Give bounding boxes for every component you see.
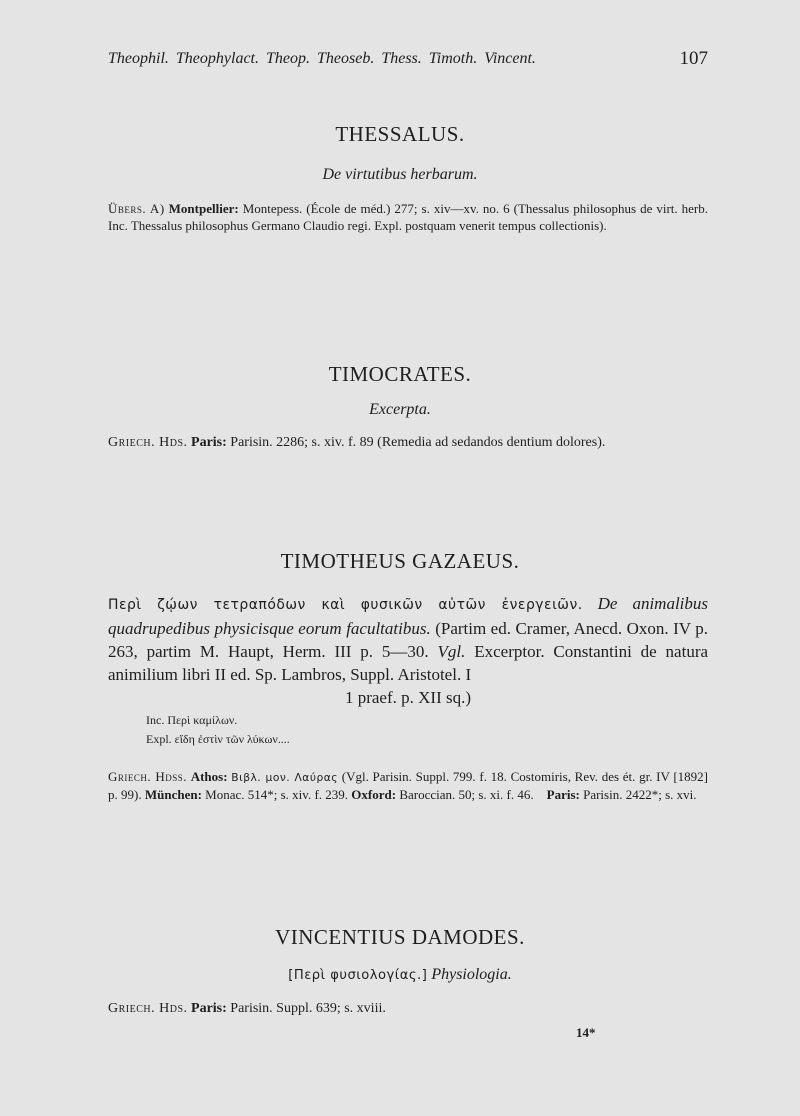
entry-text-oxford: Baroccian. 50; s. xi. f. 46. (399, 787, 534, 802)
section-title-thessalus: THESSALUS. (335, 122, 465, 146)
entry-text-munchen: Monac. 514*; s. xiv. f. 239. (205, 787, 349, 802)
entry-place: Paris: (191, 1001, 227, 1016)
latin-title: De animalibus quadrupedibus physicisque eorum facultatibus. (108, 594, 709, 638)
entry-text: Montepess. (École de méd.) 277; s. xiv—xv. no. 6 (Thessalus philosophus de virt. herb. Inc. Thessalus philosophus Germano Claudio regi. Expl. postquam venerit tempus collectionis). (108, 201, 708, 233)
manuscript-entry-timocrates (108, 434, 708, 451)
section-title-timotheus: TIMOTHEUS GAZAEUS. (280, 549, 520, 573)
entry-text-paris: Parisin. 2422*; s. xvi. (583, 787, 697, 802)
entry-place-paris: Paris: (546, 787, 580, 802)
section-subtitle-timocrates: Excerpta. (369, 401, 431, 418)
entry-label: Übers. A) (108, 201, 165, 216)
page-number: 107 (679, 48, 708, 69)
greek-title: Περὶ ζῴων τετραπόδων καὶ φυσικῶν αὐτῶν ἐνεργειῶν. (108, 597, 583, 613)
edition-note-cont: Excerptor. Constantini de natura animilium libri II ed. Sp. Lambros, Suppl. Aristotel. I (108, 642, 709, 684)
entry-text: Parisin. Suppl. 639; s. xviii. (230, 1001, 386, 1016)
entry-place: Montpellier: (168, 201, 239, 216)
greek-title: [Περὶ φυσιολογίας.] (288, 968, 428, 983)
work-title-vincentius (0, 966, 800, 984)
entry-place-athos: Athos: (190, 769, 228, 784)
manuscript-entry-thessalus (108, 200, 708, 234)
entry-place: Paris: (191, 435, 227, 450)
entry-text-athos: Βιβλ. μον. Λαύρας (231, 771, 339, 784)
section-title-vincentius: VINCENTIUS DAMODES. (275, 925, 525, 949)
entry-text: Parisin. 2286; s. xiv. f. 89 (Remedia ad sedandos dentium dolores). (230, 435, 606, 450)
running-header (108, 50, 708, 68)
entry-label: Griech. Hds. (108, 435, 188, 450)
entry-label: Griech. Hdss. (108, 769, 187, 784)
incipit: Inc. Περὶ καμίλων. (146, 713, 238, 727)
signature-mark: 14* (576, 1025, 596, 1040)
section-title-timocrates: TIMOCRATES. (328, 362, 472, 386)
manuscript-entry-timotheus (108, 768, 708, 803)
entry-text-athos-note: (Vgl. Parisin. Suppl. 799. f. 18. Costomiris, Rev. des ét. gr. IV [1892] p. 99). (108, 769, 709, 802)
edition-note: (Partim ed. Cramer, Anecd. Oxon. IV p. 263, partim M. Haupt, Herm. III p. 5—30. (108, 619, 709, 661)
edition-note-end: 1 praef. p. XII sq.) (344, 688, 472, 707)
entry-place-munchen: München: (144, 787, 202, 802)
work-description-timotheus (108, 592, 708, 709)
manuscript-entry-vincentius (108, 1000, 708, 1017)
explicit: Expl. εἴδη ἐστὶν τῶν λύκων.... (146, 732, 290, 746)
vgl-abbrev: Vgl. (437, 642, 466, 661)
entry-label: Griech. Hds. (108, 1001, 188, 1016)
section-subtitle-thessalus: De virtutibus herbarum. (322, 166, 478, 183)
latin-title: Physiologia. (431, 966, 512, 983)
entry-place-oxford: Oxford: (351, 787, 397, 802)
running-title: Theophil. Theophylact. Theop. Theoseb. Thess. Timoth. Vincent. (108, 50, 536, 67)
